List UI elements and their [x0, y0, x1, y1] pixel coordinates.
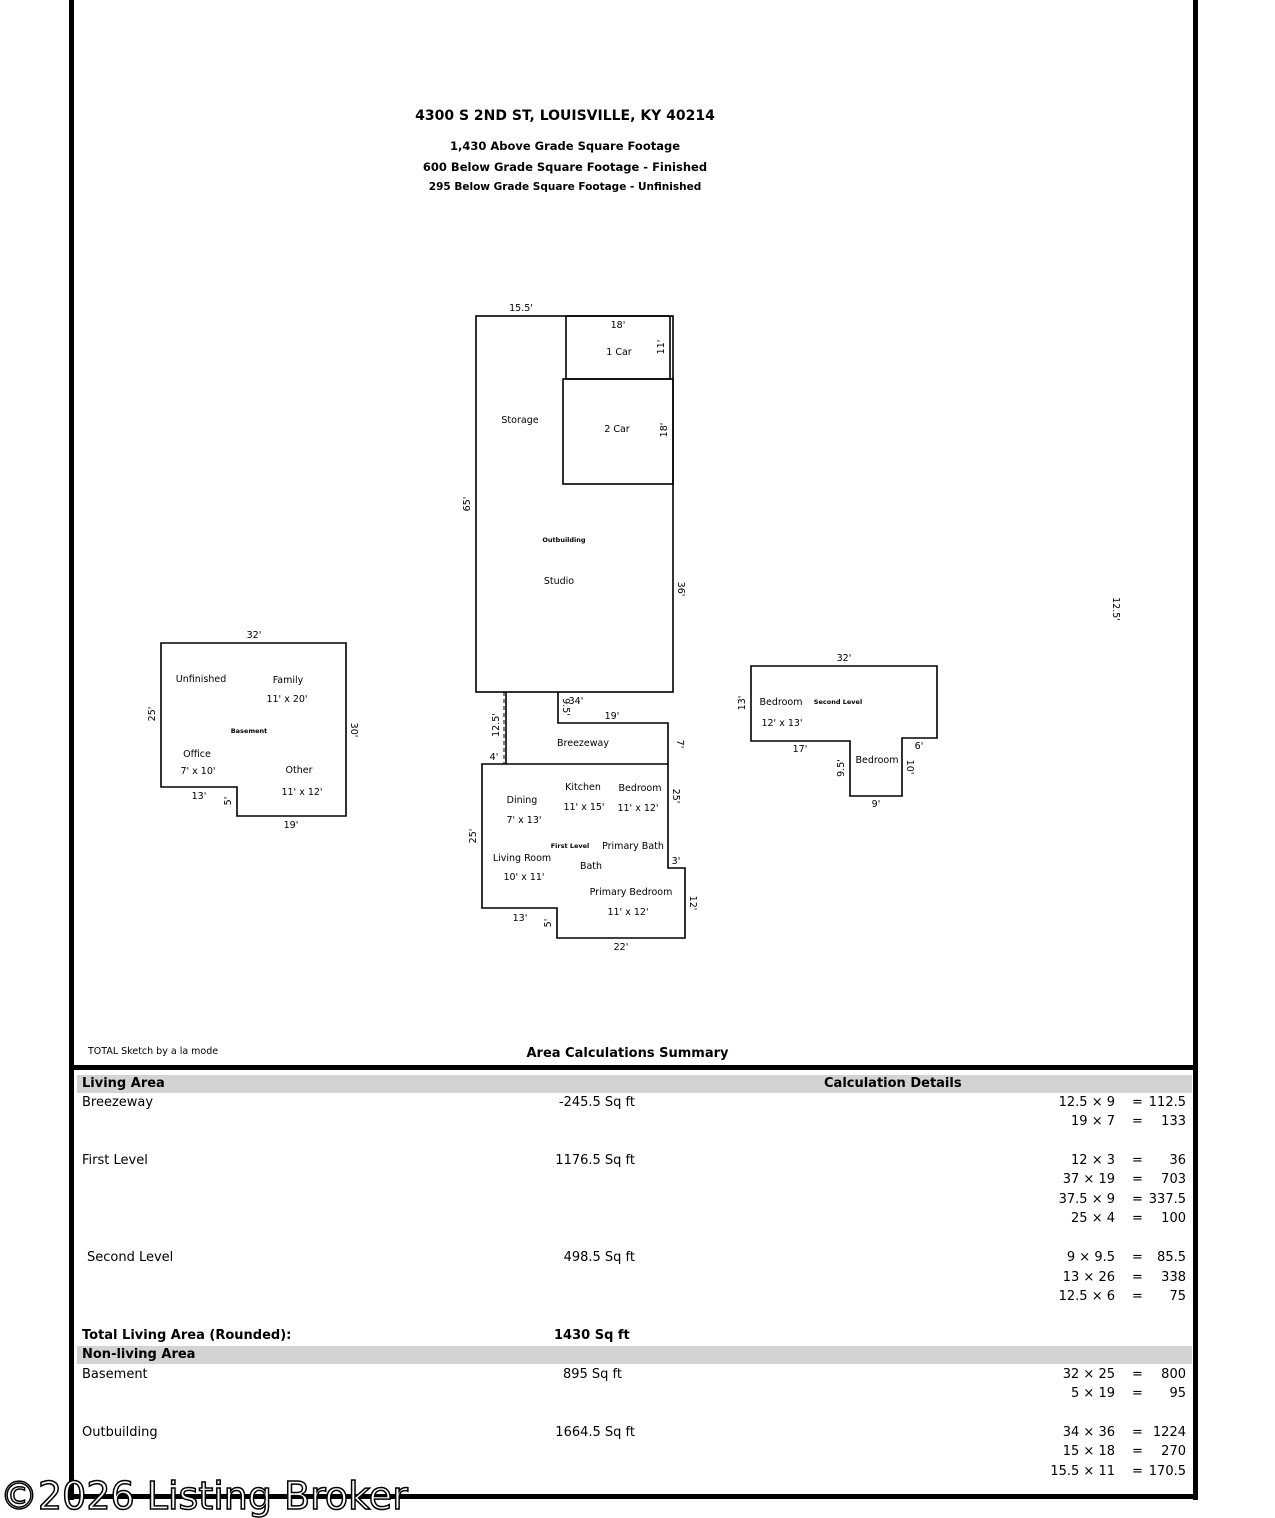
dim-outbuilding-left: 65': [462, 496, 473, 512]
calc-row: 12 × 3 = 36: [1071, 1153, 1186, 1168]
outbuilding-outline: [476, 316, 673, 692]
dim-first-step: 5': [543, 918, 554, 928]
calc-row: 37 × 19 = 703: [1062, 1172, 1186, 1187]
dim-first-3: 3': [671, 856, 681, 867]
row-second-level-name: Second Level: [87, 1250, 174, 1265]
room-bedroom-second-2: Bedroom: [855, 755, 899, 766]
dim-second-bottom-left: 17': [792, 744, 808, 755]
row-outbuilding-area: 1664.5 Sq ft: [555, 1425, 635, 1440]
room-bath: Bath: [579, 861, 603, 872]
dim-second-left: 13': [737, 695, 748, 711]
room-living: Living Room: [492, 853, 552, 864]
living-area-header: Living Area: [82, 1076, 165, 1091]
non-living-area-header-band: [77, 1346, 1192, 1364]
non-living-area-header: Non-living Area: [82, 1347, 196, 1362]
calc-row: 25 × 4 = 100: [1071, 1211, 1186, 1226]
dim-basement-left: 25': [147, 706, 158, 722]
label-first-level: First Level: [550, 842, 590, 850]
dim-second-step: 9.5': [836, 759, 847, 777]
row-second-level-area: 498.5 Sq ft: [563, 1250, 635, 1265]
dim-basement-step: 5': [223, 796, 234, 806]
dim-second-right-step: 6': [914, 741, 924, 752]
calc-row: 9 × 9.5 = 85.5: [1066, 1250, 1186, 1265]
dim-breezeway-step: 9.5': [560, 698, 571, 716]
calc-row: 19 × 7 = 133: [1071, 1114, 1186, 1129]
dim-first-right: 25': [670, 788, 681, 804]
total-living-area-label: Total Living Area (Rounded):: [82, 1328, 292, 1343]
room-office: Office: [183, 749, 211, 760]
summary-separator: [74, 1065, 1193, 1070]
dim-first-bottom: 22': [613, 942, 629, 953]
label-basement: Basement: [230, 727, 268, 735]
dim-first-4: 4': [489, 752, 499, 763]
dim-one-car: 11': [656, 339, 667, 355]
room-family: Family: [272, 675, 304, 686]
above-grade-sqft: 1,430 Above Grade Square Footage: [449, 139, 681, 153]
dim-basement-top: 32': [246, 630, 262, 641]
area-summary-title: Area Calculations Summary: [526, 1046, 729, 1061]
size-bedroom-second-1: 12' x 13': [761, 718, 803, 729]
room-unfinished: Unfinished: [175, 674, 227, 685]
row-first-level-area: 1176.5 Sq ft: [555, 1153, 635, 1168]
sketch-software-credit: TOTAL Sketch by a la mode: [88, 1046, 219, 1057]
dim-outbuilding-top-right: 18': [610, 320, 626, 331]
calc-row: 34 × 36 = 1224: [1062, 1425, 1186, 1440]
room-breezeway: Breezeway: [557, 738, 609, 749]
below-grade-unfinished: 295 Below Grade Square Footage - Unfinished: [428, 181, 702, 193]
dim-basement-right: 30': [348, 722, 359, 738]
room-bedroom-second-1: Bedroom: [759, 697, 803, 708]
dim-outbuilding-right: 36': [675, 581, 686, 597]
calc-row: 5 × 19 = 95: [1071, 1386, 1186, 1401]
dim-breezeway-top: 19': [604, 711, 620, 722]
dim-breezeway-left: 12.5': [491, 713, 502, 737]
room-studio: Studio: [543, 576, 575, 587]
size-dining: 7' x 13': [506, 815, 542, 826]
row-breezeway-name: Breezeway: [82, 1095, 154, 1110]
row-outbuilding-name: Outbuilding: [82, 1425, 158, 1440]
total-living-area-value: 1430 Sq ft: [554, 1328, 630, 1343]
row-basement-name: Basement: [82, 1367, 148, 1382]
room-primary-bedroom: Primary Bedroom: [589, 887, 673, 898]
size-office: 7' x 10': [180, 766, 216, 777]
label-outbuilding: Outbuilding: [542, 536, 586, 544]
size-family: 11' x 20': [266, 694, 308, 705]
dim-basement-bottom-right: 19': [283, 820, 299, 831]
calculation-details-header: Calculation Details: [824, 1076, 962, 1091]
property-address: 4300 S 2ND ST, LOUISVILLE, KY 40214: [415, 108, 715, 124]
size-other: 11' x 12': [281, 787, 323, 798]
calc-row: 15.5 × 11 = 170.5: [1050, 1464, 1186, 1479]
dim-first-bottom-left: 13': [512, 913, 528, 924]
dim-first-12: 12': [687, 895, 698, 911]
dim-second-right-inner: 10': [904, 759, 915, 775]
dim-outbuilding-bottom: 34': [568, 696, 584, 707]
size-primary-bedroom: 11' x 12': [607, 907, 649, 918]
room-two-car: 2 Car: [604, 424, 630, 435]
living-area-header-band: [77, 1075, 1192, 1093]
room-kitchen: Kitchen: [565, 782, 601, 793]
room-dining: Dining: [506, 795, 538, 806]
dim-second-top: 32': [836, 653, 852, 664]
room-primary-bath: Primary Bath: [602, 841, 664, 852]
dim-two-car: 18': [659, 422, 670, 438]
below-grade-finished: 600 Below Grade Square Footage - Finished: [422, 160, 708, 174]
calc-row: 15 × 18 = 270: [1062, 1444, 1186, 1459]
room-other: Other: [285, 765, 313, 776]
calc-row: 12.5 × 6 = 75: [1058, 1289, 1186, 1304]
size-living: 10' x 11': [503, 872, 545, 883]
room-storage: Storage: [501, 415, 539, 426]
dim-basement-bottom-left: 13': [191, 791, 207, 802]
row-basement-area: 895 Sq ft: [562, 1367, 622, 1382]
size-kitchen: 11' x 15': [563, 802, 605, 813]
calc-row: 13 × 26 = 338: [1062, 1270, 1186, 1285]
dim-second-far: 12.5': [1110, 597, 1121, 621]
room-one-car: 1 Car: [606, 347, 632, 358]
calc-row: 37.5 × 9 = 337.5: [1058, 1192, 1186, 1207]
label-second-level: Second Level: [813, 698, 863, 706]
row-first-level-name: First Level: [82, 1153, 148, 1168]
dim-second-bottom: 9': [871, 799, 881, 810]
size-bedroom-first: 11' x 12': [617, 803, 659, 814]
calc-row: 32 × 25 = 800: [1062, 1367, 1186, 1382]
row-breezeway-area: -245.5 Sq ft: [558, 1095, 635, 1110]
dim-breezeway-right: 7': [674, 739, 685, 749]
room-bedroom-first: Bedroom: [618, 783, 662, 794]
copyright-watermark: ©2026 Listing Broker: [0, 1474, 408, 1518]
calc-row: 12.5 × 9 = 112.5: [1058, 1095, 1186, 1110]
dim-outbuilding-top-left: 15.5': [509, 303, 533, 314]
dim-first-left: 25': [468, 828, 479, 844]
